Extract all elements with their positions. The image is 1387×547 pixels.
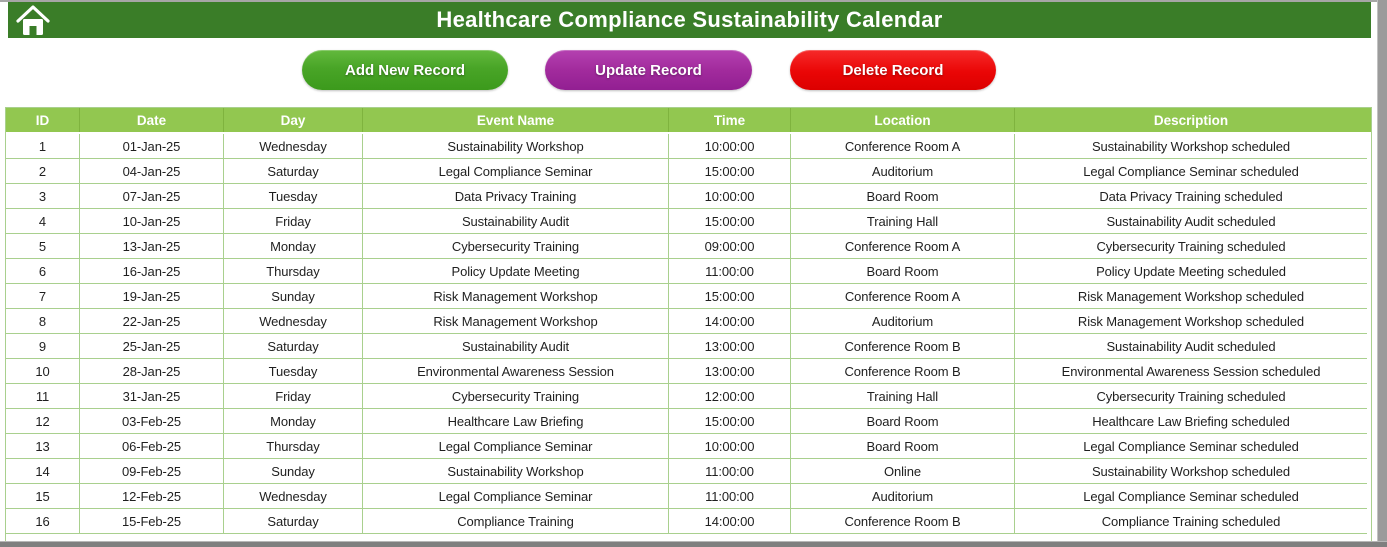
cell-id[interactable]: 8	[6, 309, 80, 334]
cell-date[interactable]: 07-Jan-25	[80, 184, 224, 209]
cell-id[interactable]: 1	[6, 134, 80, 159]
cell-description[interactable]: Risk Management Workshop scheduled	[1015, 309, 1367, 334]
cell-date[interactable]: 04-Jan-25	[80, 159, 224, 184]
table-row[interactable]	[6, 184, 1371, 209]
cell-event-name[interactable]: Environmental Awareness Session	[363, 359, 669, 384]
table-row[interactable]	[6, 134, 1371, 159]
cell-location[interactable]: Conference Room A	[791, 134, 1015, 159]
cell-id[interactable]: 11	[6, 384, 80, 409]
cell-event-name[interactable]: Policy Update Meeting	[363, 259, 669, 284]
cell-description[interactable]: Cybersecurity Training scheduled	[1015, 384, 1367, 409]
cell-event-name[interactable]: Sustainability Workshop	[363, 459, 669, 484]
cell-event-name[interactable]: Legal Compliance Seminar	[363, 484, 669, 509]
cell-event-name[interactable]: Sustainability Audit	[363, 209, 669, 234]
cell-day[interactable]: Monday	[224, 234, 363, 259]
table-row[interactable]	[6, 459, 1371, 484]
cell-event-name[interactable]: Healthcare Law Briefing	[363, 409, 669, 434]
column-header-day: Day	[224, 108, 363, 132]
cell-time[interactable]: 10:00:00	[669, 434, 791, 459]
cell-event-name[interactable]: Cybersecurity Training	[363, 234, 669, 259]
cell-date[interactable]: 01-Jan-25	[80, 134, 224, 159]
cell-id[interactable]: 4	[6, 209, 80, 234]
cell-description[interactable]: Policy Update Meeting scheduled	[1015, 259, 1367, 284]
cell-location[interactable]: Online	[791, 459, 1015, 484]
cell-day[interactable]: Tuesday	[224, 359, 363, 384]
cell-day[interactable]: Saturday	[224, 509, 363, 534]
cell-time[interactable]: 14:00:00	[669, 309, 791, 334]
cell-event-name[interactable]: Compliance Training	[363, 509, 669, 534]
delete-record-button[interactable]: Delete Record	[790, 50, 996, 90]
cell-time[interactable]: 15:00:00	[669, 409, 791, 434]
cell-location[interactable]: Board Room	[791, 409, 1015, 434]
cell-location[interactable]: Auditorium	[791, 309, 1015, 334]
cell-location[interactable]: Board Room	[791, 259, 1015, 284]
cell-time[interactable]: 10:00:00	[669, 184, 791, 209]
cell-date[interactable]: 31-Jan-25	[80, 384, 224, 409]
cell-date[interactable]: 13-Jan-25	[80, 234, 224, 259]
cell-id[interactable]: 13	[6, 434, 80, 459]
cell-day[interactable]: Sunday	[224, 284, 363, 309]
cell-day[interactable]: Wednesday	[224, 134, 363, 159]
table-row[interactable]	[6, 434, 1371, 459]
cell-description[interactable]: Sustainability Workshop scheduled	[1015, 134, 1367, 159]
table-body	[6, 134, 1371, 534]
cell-day[interactable]: Thursday	[224, 434, 363, 459]
page-title: Healthcare Compliance Sustainability Calendar	[436, 7, 943, 32]
update-record-button[interactable]: Update Record	[545, 50, 752, 90]
cell-event-name[interactable]: Legal Compliance Seminar	[363, 434, 669, 459]
cell-date[interactable]: 06-Feb-25	[80, 434, 224, 459]
cell-time[interactable]: 10:00:00	[669, 134, 791, 159]
cell-date[interactable]: 09-Feb-25	[80, 459, 224, 484]
table-row[interactable]	[6, 384, 1371, 409]
cell-time[interactable]: 15:00:00	[669, 159, 791, 184]
cell-time[interactable]: 11:00:00	[669, 459, 791, 484]
column-header-event-name: Event Name	[363, 108, 669, 132]
cell-description[interactable]: Data Privacy Training scheduled	[1015, 184, 1367, 209]
cell-day[interactable]: Friday	[224, 384, 363, 409]
cell-day[interactable]: Friday	[224, 209, 363, 234]
cell-id[interactable]: 15	[6, 484, 80, 509]
cell-location[interactable]: Training Hall	[791, 209, 1015, 234]
cell-day[interactable]: Saturday	[224, 159, 363, 184]
cell-date[interactable]: 10-Jan-25	[80, 209, 224, 234]
cell-location[interactable]: Conference Room A	[791, 284, 1015, 309]
cell-description[interactable]: Legal Compliance Seminar scheduled	[1015, 434, 1367, 459]
cell-location[interactable]: Conference Room B	[791, 334, 1015, 359]
cell-id[interactable]: 3	[6, 184, 80, 209]
cell-description[interactable]: Legal Compliance Seminar scheduled	[1015, 484, 1367, 509]
cell-date[interactable]: 19-Jan-25	[80, 284, 224, 309]
cell-day[interactable]: Thursday	[224, 259, 363, 284]
cell-location[interactable]: Conference Room A	[791, 234, 1015, 259]
cell-date[interactable]: 25-Jan-25	[80, 334, 224, 359]
cell-event-name[interactable]: Cybersecurity Training	[363, 384, 669, 409]
cell-time[interactable]: 11:00:00	[669, 259, 791, 284]
cell-time[interactable]: 09:00:00	[669, 234, 791, 259]
cell-time[interactable]: 15:00:00	[669, 284, 791, 309]
cell-description[interactable]: Risk Management Workshop scheduled	[1015, 284, 1367, 309]
column-header-id: ID	[6, 108, 80, 132]
cell-location[interactable]: Auditorium	[791, 484, 1015, 509]
cell-id[interactable]: 6	[6, 259, 80, 284]
table-row[interactable]	[6, 259, 1371, 284]
cell-date[interactable]: 28-Jan-25	[80, 359, 224, 384]
cell-date[interactable]: 12-Feb-25	[80, 484, 224, 509]
cell-date[interactable]: 15-Feb-25	[80, 509, 224, 534]
cell-location[interactable]: Conference Room B	[791, 359, 1015, 384]
window-right-edge	[1377, 0, 1387, 547]
cell-location[interactable]: Auditorium	[791, 159, 1015, 184]
cell-time[interactable]: 13:00:00	[669, 334, 791, 359]
cell-event-name[interactable]: Risk Management Workshop	[363, 309, 669, 334]
cell-description[interactable]: Sustainability Audit scheduled	[1015, 209, 1367, 234]
cell-description[interactable]: Legal Compliance Seminar scheduled	[1015, 159, 1367, 184]
events-table	[5, 107, 1372, 544]
cell-id[interactable]: 12	[6, 409, 80, 434]
table-row[interactable]	[6, 509, 1371, 534]
cell-description[interactable]: Environmental Awareness Session scheduled	[1015, 359, 1367, 384]
table-row[interactable]	[6, 359, 1371, 384]
cell-event-name[interactable]: Risk Management Workshop	[363, 284, 669, 309]
cell-event-name[interactable]: Legal Compliance Seminar	[363, 159, 669, 184]
cell-description[interactable]: Sustainability Audit scheduled	[1015, 334, 1367, 359]
cell-date[interactable]: 16-Jan-25	[80, 259, 224, 284]
table-row[interactable]	[6, 334, 1371, 359]
table-row[interactable]	[6, 484, 1371, 509]
cell-id[interactable]: 2	[6, 159, 80, 184]
title-banner	[8, 2, 1371, 38]
cell-location[interactable]: Training Hall	[791, 384, 1015, 409]
cell-id[interactable]: 14	[6, 459, 80, 484]
cell-day[interactable]: Saturday	[224, 334, 363, 359]
cell-event-name[interactable]: Sustainability Workshop	[363, 134, 669, 159]
cell-day[interactable]: Sunday	[224, 459, 363, 484]
window-bottom-edge	[0, 541, 1387, 547]
column-header-location: Location	[791, 108, 1015, 132]
cell-date[interactable]: 03-Feb-25	[80, 409, 224, 434]
table-row[interactable]	[6, 409, 1371, 434]
column-header-date: Date	[80, 108, 224, 132]
cell-day[interactable]: Wednesday	[224, 309, 363, 334]
cell-time[interactable]: 11:00:00	[669, 484, 791, 509]
cell-event-name[interactable]: Data Privacy Training	[363, 184, 669, 209]
cell-description[interactable]: Healthcare Law Briefing scheduled	[1015, 409, 1367, 434]
cell-day[interactable]: Monday	[224, 409, 363, 434]
table-row[interactable]	[6, 159, 1371, 184]
cell-description[interactable]: Sustainability Workshop scheduled	[1015, 459, 1367, 484]
cell-time[interactable]: 15:00:00	[669, 209, 791, 234]
column-header-description: Description	[1153, 112, 1229, 128]
cell-id[interactable]: 7	[6, 284, 80, 309]
column-header-time: Time	[669, 108, 791, 132]
table-row[interactable]	[6, 209, 1371, 234]
cell-time[interactable]: 12:00:00	[669, 384, 791, 409]
table-row[interactable]	[6, 309, 1371, 334]
add-new-record-button[interactable]: Add New Record	[302, 50, 508, 90]
cell-date[interactable]: 22-Jan-25	[80, 309, 224, 334]
cell-id[interactable]: 5	[6, 234, 80, 259]
cell-id[interactable]: 10	[6, 359, 80, 384]
cell-location[interactable]: Board Room	[791, 434, 1015, 459]
cell-time[interactable]: 13:00:00	[669, 359, 791, 384]
cell-description[interactable]: Compliance Training scheduled	[1015, 509, 1367, 534]
cell-location[interactable]: Board Room	[791, 184, 1015, 209]
table-header-row	[6, 108, 1371, 134]
table-row[interactable]	[6, 284, 1371, 309]
cell-event-name[interactable]: Sustainability Audit	[363, 334, 669, 359]
cell-day[interactable]: Tuesday	[224, 184, 363, 209]
cell-location[interactable]: Conference Room B	[791, 509, 1015, 534]
cell-day[interactable]: Wednesday	[224, 484, 363, 509]
table-row[interactable]	[6, 234, 1371, 259]
cell-time[interactable]: 14:00:00	[669, 509, 791, 534]
cell-id[interactable]: 9	[6, 334, 80, 359]
cell-description[interactable]: Cybersecurity Training scheduled	[1015, 234, 1367, 259]
cell-id[interactable]: 16	[6, 509, 80, 534]
